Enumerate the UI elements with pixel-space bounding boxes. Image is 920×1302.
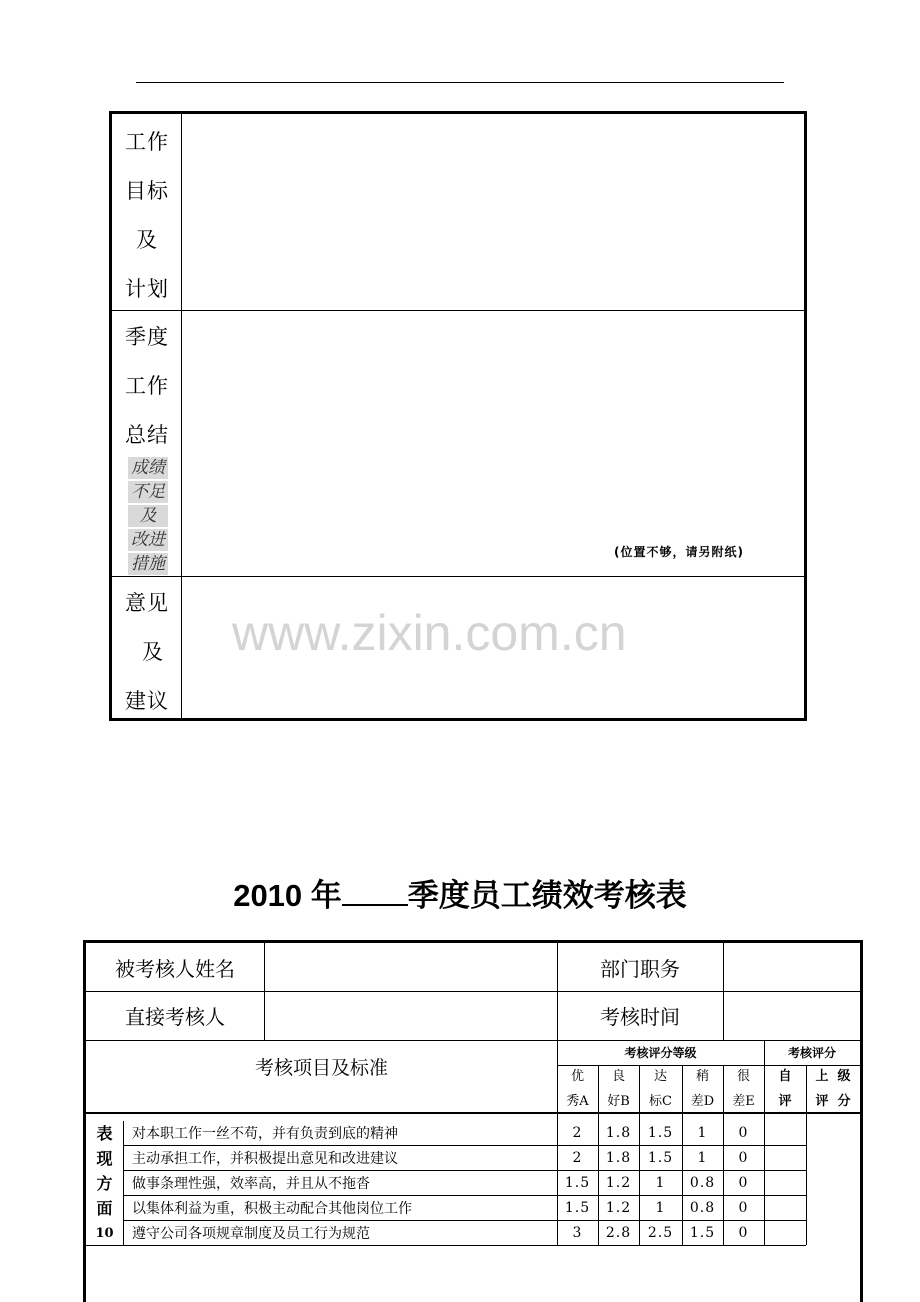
summary-sublabel: 不足	[128, 481, 168, 503]
score-c: 1	[655, 1174, 666, 1191]
score-c: 1.5	[647, 1124, 674, 1141]
grade-b-header	[598, 1065, 639, 1112]
grade-a-bottom: 秀A	[566, 1093, 589, 1109]
title-text: 季度员工绩效考核表	[407, 878, 687, 913]
summary-sublabel: 改进	[128, 529, 168, 551]
supervisor-score-field[interactable]	[806, 1195, 860, 1220]
grade-e-bottom: 差E	[732, 1093, 755, 1109]
grade-header: 考核评分等级	[624, 1046, 697, 1060]
score-d: 1	[697, 1149, 708, 1166]
criterion-text: 对本职工作一丝不苟，并有负责到底的精神	[132, 1125, 398, 1142]
criterion-text: 遵守公司各项规章制度及员工行为规范	[132, 1225, 370, 1242]
summary-sublabel: 措施	[128, 553, 168, 575]
score-a: 2	[572, 1149, 583, 1166]
grade-a-top: 优	[570, 1068, 584, 1084]
summary-label-line: 工作	[125, 374, 169, 398]
score-c: 1	[655, 1199, 666, 1216]
title-year: 2010	[233, 878, 303, 913]
score-header: 考核评分	[787, 1046, 836, 1060]
grade-e-top: 很	[736, 1068, 750, 1084]
score-b: 1.2	[605, 1174, 632, 1191]
self-score-field[interactable]	[764, 1170, 806, 1195]
section-label-char: 方	[96, 1174, 113, 1193]
supervisor-score-field[interactable]	[806, 1145, 860, 1170]
score-e: 0	[738, 1174, 749, 1191]
supervisor-score-bottom: 评 分	[815, 1093, 851, 1109]
score-b: 1.2	[605, 1199, 632, 1216]
header-rule	[136, 82, 784, 83]
rule	[86, 1245, 806, 1246]
goals-row	[112, 114, 804, 310]
section-label-char: 面	[96, 1199, 113, 1218]
time-label: 考核时间	[600, 1005, 680, 1029]
section-label-char: 现	[96, 1149, 113, 1168]
score-e: 0	[738, 1124, 749, 1141]
score-d: 1.5	[689, 1224, 716, 1241]
goals-label-cell	[112, 114, 182, 310]
time-field[interactable]	[723, 991, 860, 1040]
criterion-text: 主动承担工作，并积极提出意见和改进建议	[132, 1150, 398, 1167]
score-e: 0	[738, 1149, 749, 1166]
summary-label-cell	[112, 311, 182, 576]
summary-label-line: 总结	[125, 423, 169, 447]
name-field[interactable]	[264, 943, 557, 991]
opinion-label-cell	[112, 577, 182, 718]
grade-c-top: 达	[653, 1068, 667, 1084]
self-score-field[interactable]	[764, 1120, 806, 1145]
supervisor-score-top: 上 级	[815, 1068, 851, 1084]
self-score-top: 自	[778, 1068, 792, 1084]
section-label	[86, 1121, 123, 1245]
criterion-text: 做事条理性强，效率高，并且从不拖沓	[132, 1175, 370, 1192]
grade-a-header	[557, 1065, 598, 1112]
self-score-field[interactable]	[764, 1195, 806, 1220]
grade-b-bottom: 好B	[607, 1093, 630, 1109]
self-score-field[interactable]	[764, 1145, 806, 1170]
opinion-label-line: 及	[142, 640, 164, 664]
self-score-bottom: 评	[778, 1093, 792, 1109]
grade-e-header	[723, 1065, 764, 1112]
supervisor-score-field[interactable]	[806, 1120, 860, 1145]
opinion-label-line: 意见	[125, 591, 169, 615]
page-title	[0, 870, 920, 915]
summary-sublabel: 成绩	[128, 457, 168, 479]
section-label-char: 表	[96, 1124, 113, 1143]
reviewer-label: 直接考核人	[125, 1005, 225, 1029]
summary-input-area[interactable]	[182, 311, 804, 576]
watermark: www.zixin.com.cn	[232, 605, 627, 661]
goals-label-line: 及	[136, 228, 158, 252]
score-c: 1.5	[647, 1149, 674, 1166]
grade-d-top: 稍	[695, 1068, 709, 1084]
title-year-char: 年	[310, 878, 342, 913]
goals-label-line: 目标	[125, 179, 169, 203]
score-c: 2.5	[647, 1224, 674, 1241]
score-b: 1.8	[605, 1149, 632, 1166]
dept-label: 部门职务	[600, 956, 680, 981]
score-a: 2	[572, 1124, 583, 1141]
goals-label-line: 工作	[125, 130, 169, 154]
grade-b-top: 良	[611, 1068, 625, 1084]
score-e: 0	[738, 1224, 749, 1241]
summary-row	[112, 310, 804, 576]
score-a: 1.5	[564, 1174, 591, 1191]
supervisor-score-field[interactable]	[806, 1170, 860, 1195]
score-d: 1	[697, 1124, 708, 1141]
summary-label-line: 季度	[125, 325, 169, 349]
grade-c-bottom: 标C	[649, 1093, 672, 1109]
self-score-field[interactable]	[764, 1220, 806, 1245]
reviewer-field[interactable]	[264, 991, 557, 1040]
grade-d-bottom: 差D	[690, 1093, 715, 1109]
dept-field[interactable]	[723, 943, 860, 991]
grade-c-header	[639, 1065, 682, 1112]
self-score-header	[764, 1065, 806, 1112]
opinion-label-line: 建议	[125, 689, 169, 713]
attach-paper-note: (位置不够，请另附纸)	[614, 545, 744, 559]
section-label-char: 10	[95, 1226, 114, 1241]
score-e: 0	[738, 1199, 749, 1216]
score-b: 2.8	[605, 1224, 632, 1241]
supervisor-score-header	[806, 1065, 860, 1112]
grade-d-header	[682, 1065, 723, 1112]
name-label: 被考核人姓名	[115, 956, 235, 981]
criterion-text: 以集体利益为重，积极主动配合其他岗位工作	[132, 1200, 412, 1217]
summary-sublabel: 及	[128, 505, 168, 527]
score-b: 1.8	[605, 1124, 632, 1141]
score-d: 0.8	[689, 1199, 716, 1216]
supervisor-score-field[interactable]	[806, 1220, 860, 1245]
score-d: 0.8	[689, 1174, 716, 1191]
quarter-blank[interactable]	[342, 878, 408, 906]
score-a: 3	[572, 1224, 583, 1241]
goals-input-area[interactable]	[182, 114, 804, 310]
criteria-header: 考核项目及标准	[254, 1056, 388, 1079]
goals-label-line: 计划	[125, 277, 169, 301]
eval-table	[83, 940, 863, 1302]
score-a: 1.5	[564, 1199, 591, 1216]
